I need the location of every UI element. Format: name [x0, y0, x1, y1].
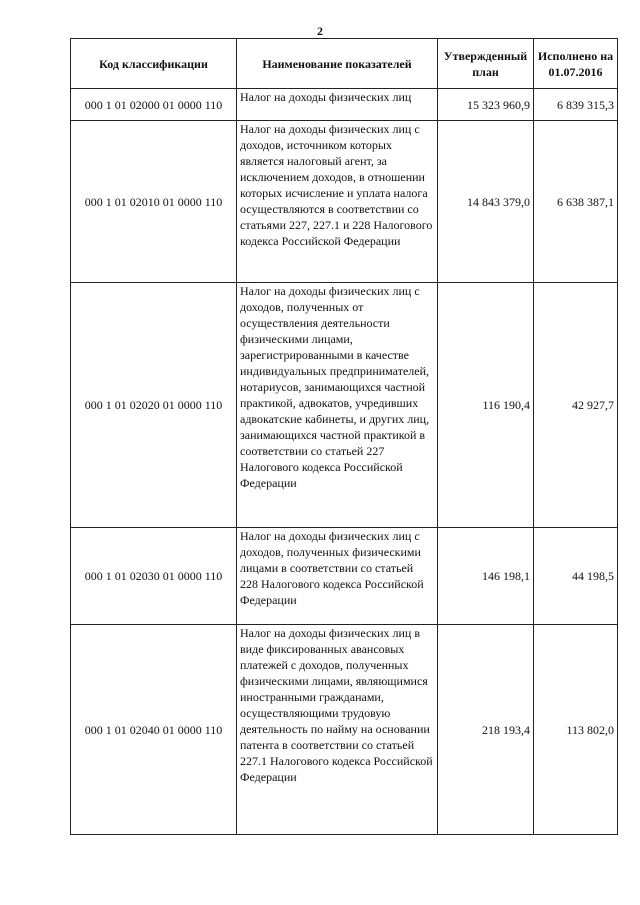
- table-row: [71, 121, 618, 283]
- row-code: 000 1 01 02010 01 0000 110: [71, 121, 237, 283]
- row-plan: 146 198,1: [438, 528, 534, 625]
- row-executed: 113 802,0: [534, 625, 618, 835]
- row-plan: 15 323 960,9: [438, 89, 534, 121]
- row-name: Налог на доходы физических лиц с доходов, полученных физическими лицами в соответствии со статьей 228 Налогового кодекса Российской Федерации: [237, 528, 438, 625]
- row-name: Налог на доходы физических лиц в виде фиксированных авансовых платежей с доходов, полученных физическими лицами, являющимися иностранными гражданами, осуществляющими трудовую деятельность по найму на основании патента в соответствии со статьей 227.1 Налогового кодекса Российской Федерации: [237, 625, 438, 835]
- table-header-row: [71, 39, 618, 89]
- row-executed: 6 839 315,3: [534, 89, 618, 121]
- row-executed: 6 638 387,1: [534, 121, 618, 283]
- row-code: 000 1 01 02030 01 0000 110: [71, 528, 237, 625]
- header-name: Наименование показателей: [237, 39, 438, 89]
- row-plan: 14 843 379,0: [438, 121, 534, 283]
- table-row: [71, 625, 618, 835]
- table-row: [71, 89, 618, 121]
- row-code: 000 1 01 02020 01 0000 110: [71, 283, 237, 528]
- row-name: Налог на доходы физических лиц с доходов, источником которых является налоговый агент, за исключением доходов, в отношении которых исчисление и уплата налога осуществляются в соответствии со статьями 227, 227.1 и 228 Налогового кодекса Российской Федерации: [237, 121, 438, 283]
- row-name: Налог на доходы физических лиц с доходов, полученных от осуществления деятельности физическими лицами, зарегистрированными в качестве индивидуальных предпринимателей, нотариусов, занимающихся частной практикой, адвокатов, учредивших адвокатские кабинеты, и других лиц, занимающихся частной практикой в соответствии со статьей 227 Налогового кодекса Российской Федерации: [237, 283, 438, 528]
- row-name: Налог на доходы физических лиц: [237, 89, 438, 121]
- table-row: [71, 283, 618, 528]
- row-executed: 44 198,5: [534, 528, 618, 625]
- row-plan: 218 193,4: [438, 625, 534, 835]
- page-number: 2: [317, 24, 323, 38]
- row-code: 000 1 01 02000 01 0000 110: [71, 89, 237, 121]
- row-plan: 116 190,4: [438, 283, 534, 528]
- header-code: Код классификации: [71, 39, 237, 89]
- header-plan: Утвержденный план: [438, 39, 534, 89]
- row-code: 000 1 01 02040 01 0000 110: [71, 625, 237, 835]
- budget-table: [70, 38, 618, 835]
- row-executed: 42 927,7: [534, 283, 618, 528]
- table-row: [71, 528, 618, 625]
- header-executed: Исполнено на 01.07.2016: [534, 39, 618, 89]
